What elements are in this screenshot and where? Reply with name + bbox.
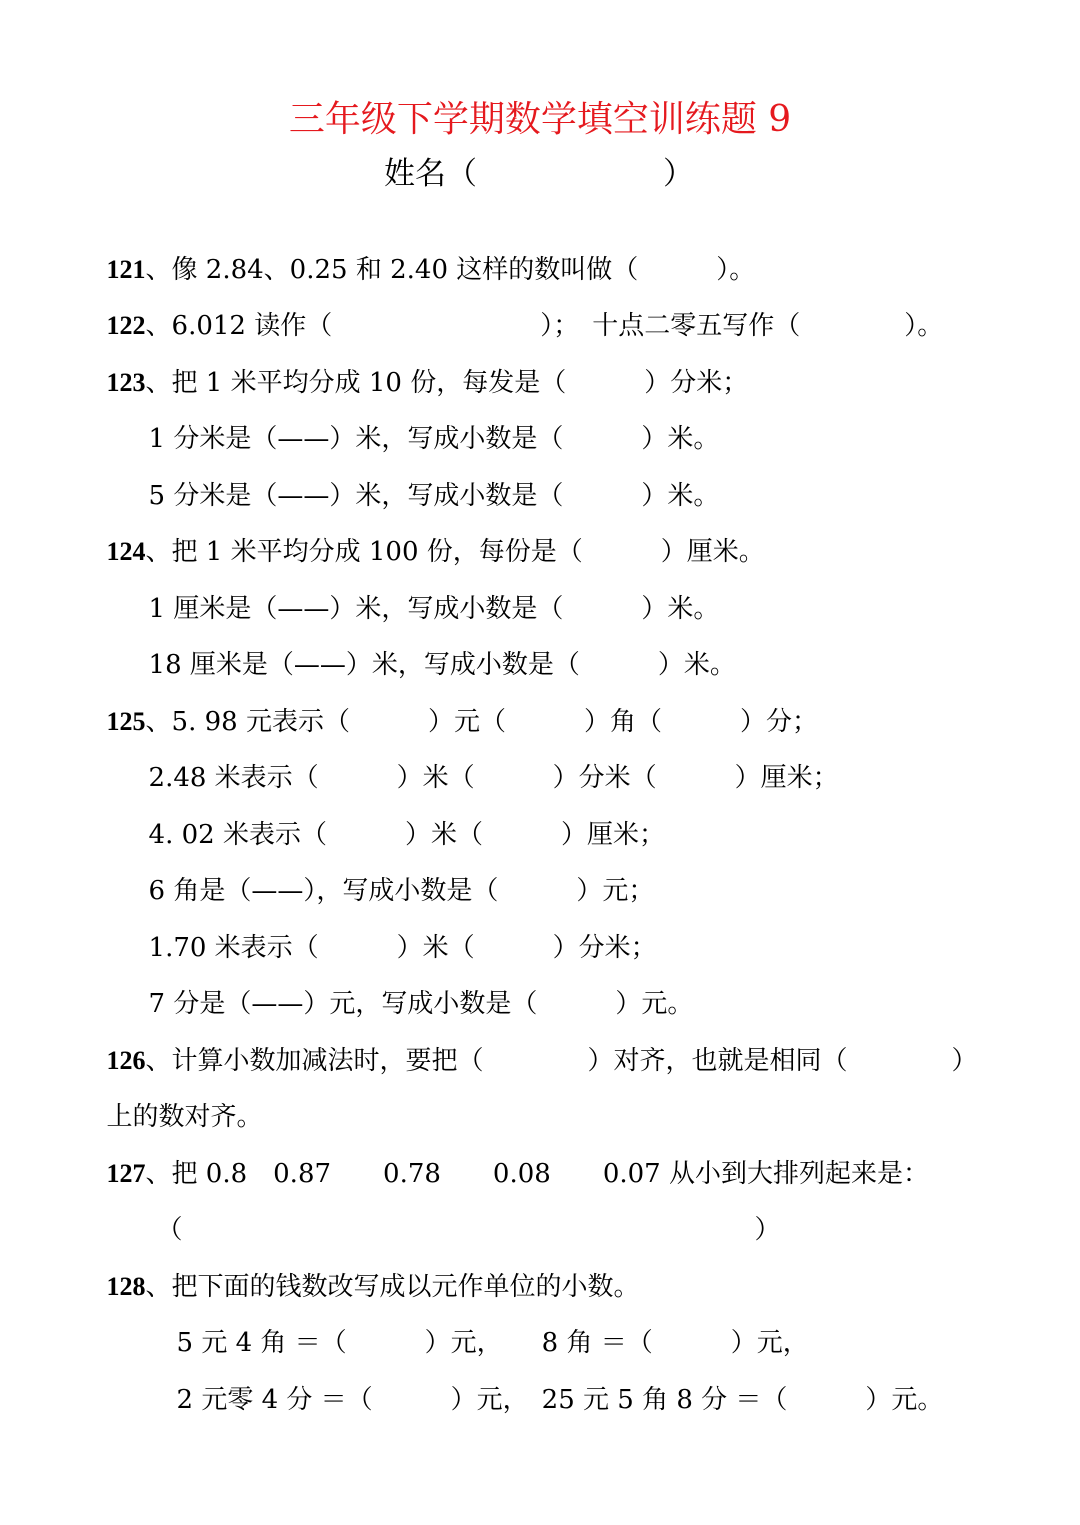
question-text: 5 元 4 角 ＝（ ）元， 8 角 ＝（ ）元， [176, 1328, 809, 1358]
question-number: 123 [106, 368, 146, 397]
question-text: 、把下面的钱数改写成以元作单位的小数。 [145, 1272, 640, 1302]
question-text: 7 分是（——）元，写成小数是（ ）元。 [148, 989, 694, 1019]
name-field: 姓名（ ） [384, 156, 694, 192]
question-text: 、计算小数加减法时，要把（ ）对齐，也就是相同（ ） [145, 1046, 978, 1076]
question-number: 121 [106, 255, 146, 284]
question-number: 128 [106, 1272, 146, 1301]
question-text: 、像 2.84、0.25 和 2.40 这样的数叫做（ ）。 [145, 255, 756, 285]
question-text: 5 分米是（——）米，写成小数是（ ）米。 [148, 481, 720, 511]
question-text: 、把 0.8 0.87 0.78 0.08 0.07 从小到大排列起来是： [145, 1159, 929, 1189]
question-text: 2 元零 4 分 ＝（ ）元， 25 元 5 角 8 分 ＝（ ）元。 [176, 1385, 944, 1415]
question-text: 、6.012 读作（ ）； 十点二零五写作（ ）。 [145, 311, 944, 341]
question-number: 122 [106, 311, 146, 340]
question-number: 124 [106, 537, 146, 566]
question-number: 127 [106, 1159, 146, 1188]
sub-line [160, 1346, 943, 1418]
question-text: （ ） [156, 1215, 781, 1245]
question-text: 、把 1 米平均分成 100 份，每份是（ ）厘米。 [145, 537, 765, 567]
question-text: 1 分米是（——）米，写成小数是（ ）米。 [148, 424, 720, 454]
question-number: 125 [106, 707, 146, 736]
question-text: 18 厘米是（——）米，写成小数是（ ）米。 [148, 650, 736, 680]
question-text: 2.48 米表示（ ）米（ ）分米（ ）厘米； [148, 763, 839, 793]
question-text: 4. 02 米表示（ ）米（ ）厘米； [148, 820, 665, 850]
question-text: 、把 1 米平均分成 10 份，每发是（ ）分米； [145, 368, 749, 398]
question-text: 、5. 98 元表示（ ）元（ ）角（ ）分； [145, 707, 818, 737]
question-number: 126 [106, 1046, 146, 1075]
question-text: 上的数对齐。 [106, 1102, 263, 1132]
worksheet-title: 三年级下学期数学填空训练题 9 [288, 99, 792, 140]
question-text: 6 角是（——），写成小数是（ ）元； [148, 876, 655, 906]
question-text: 1 厘米是（——）米，写成小数是（ ）米。 [148, 594, 720, 624]
question-text: 1.70 米表示（ ）米（ ）分米； [148, 933, 657, 963]
